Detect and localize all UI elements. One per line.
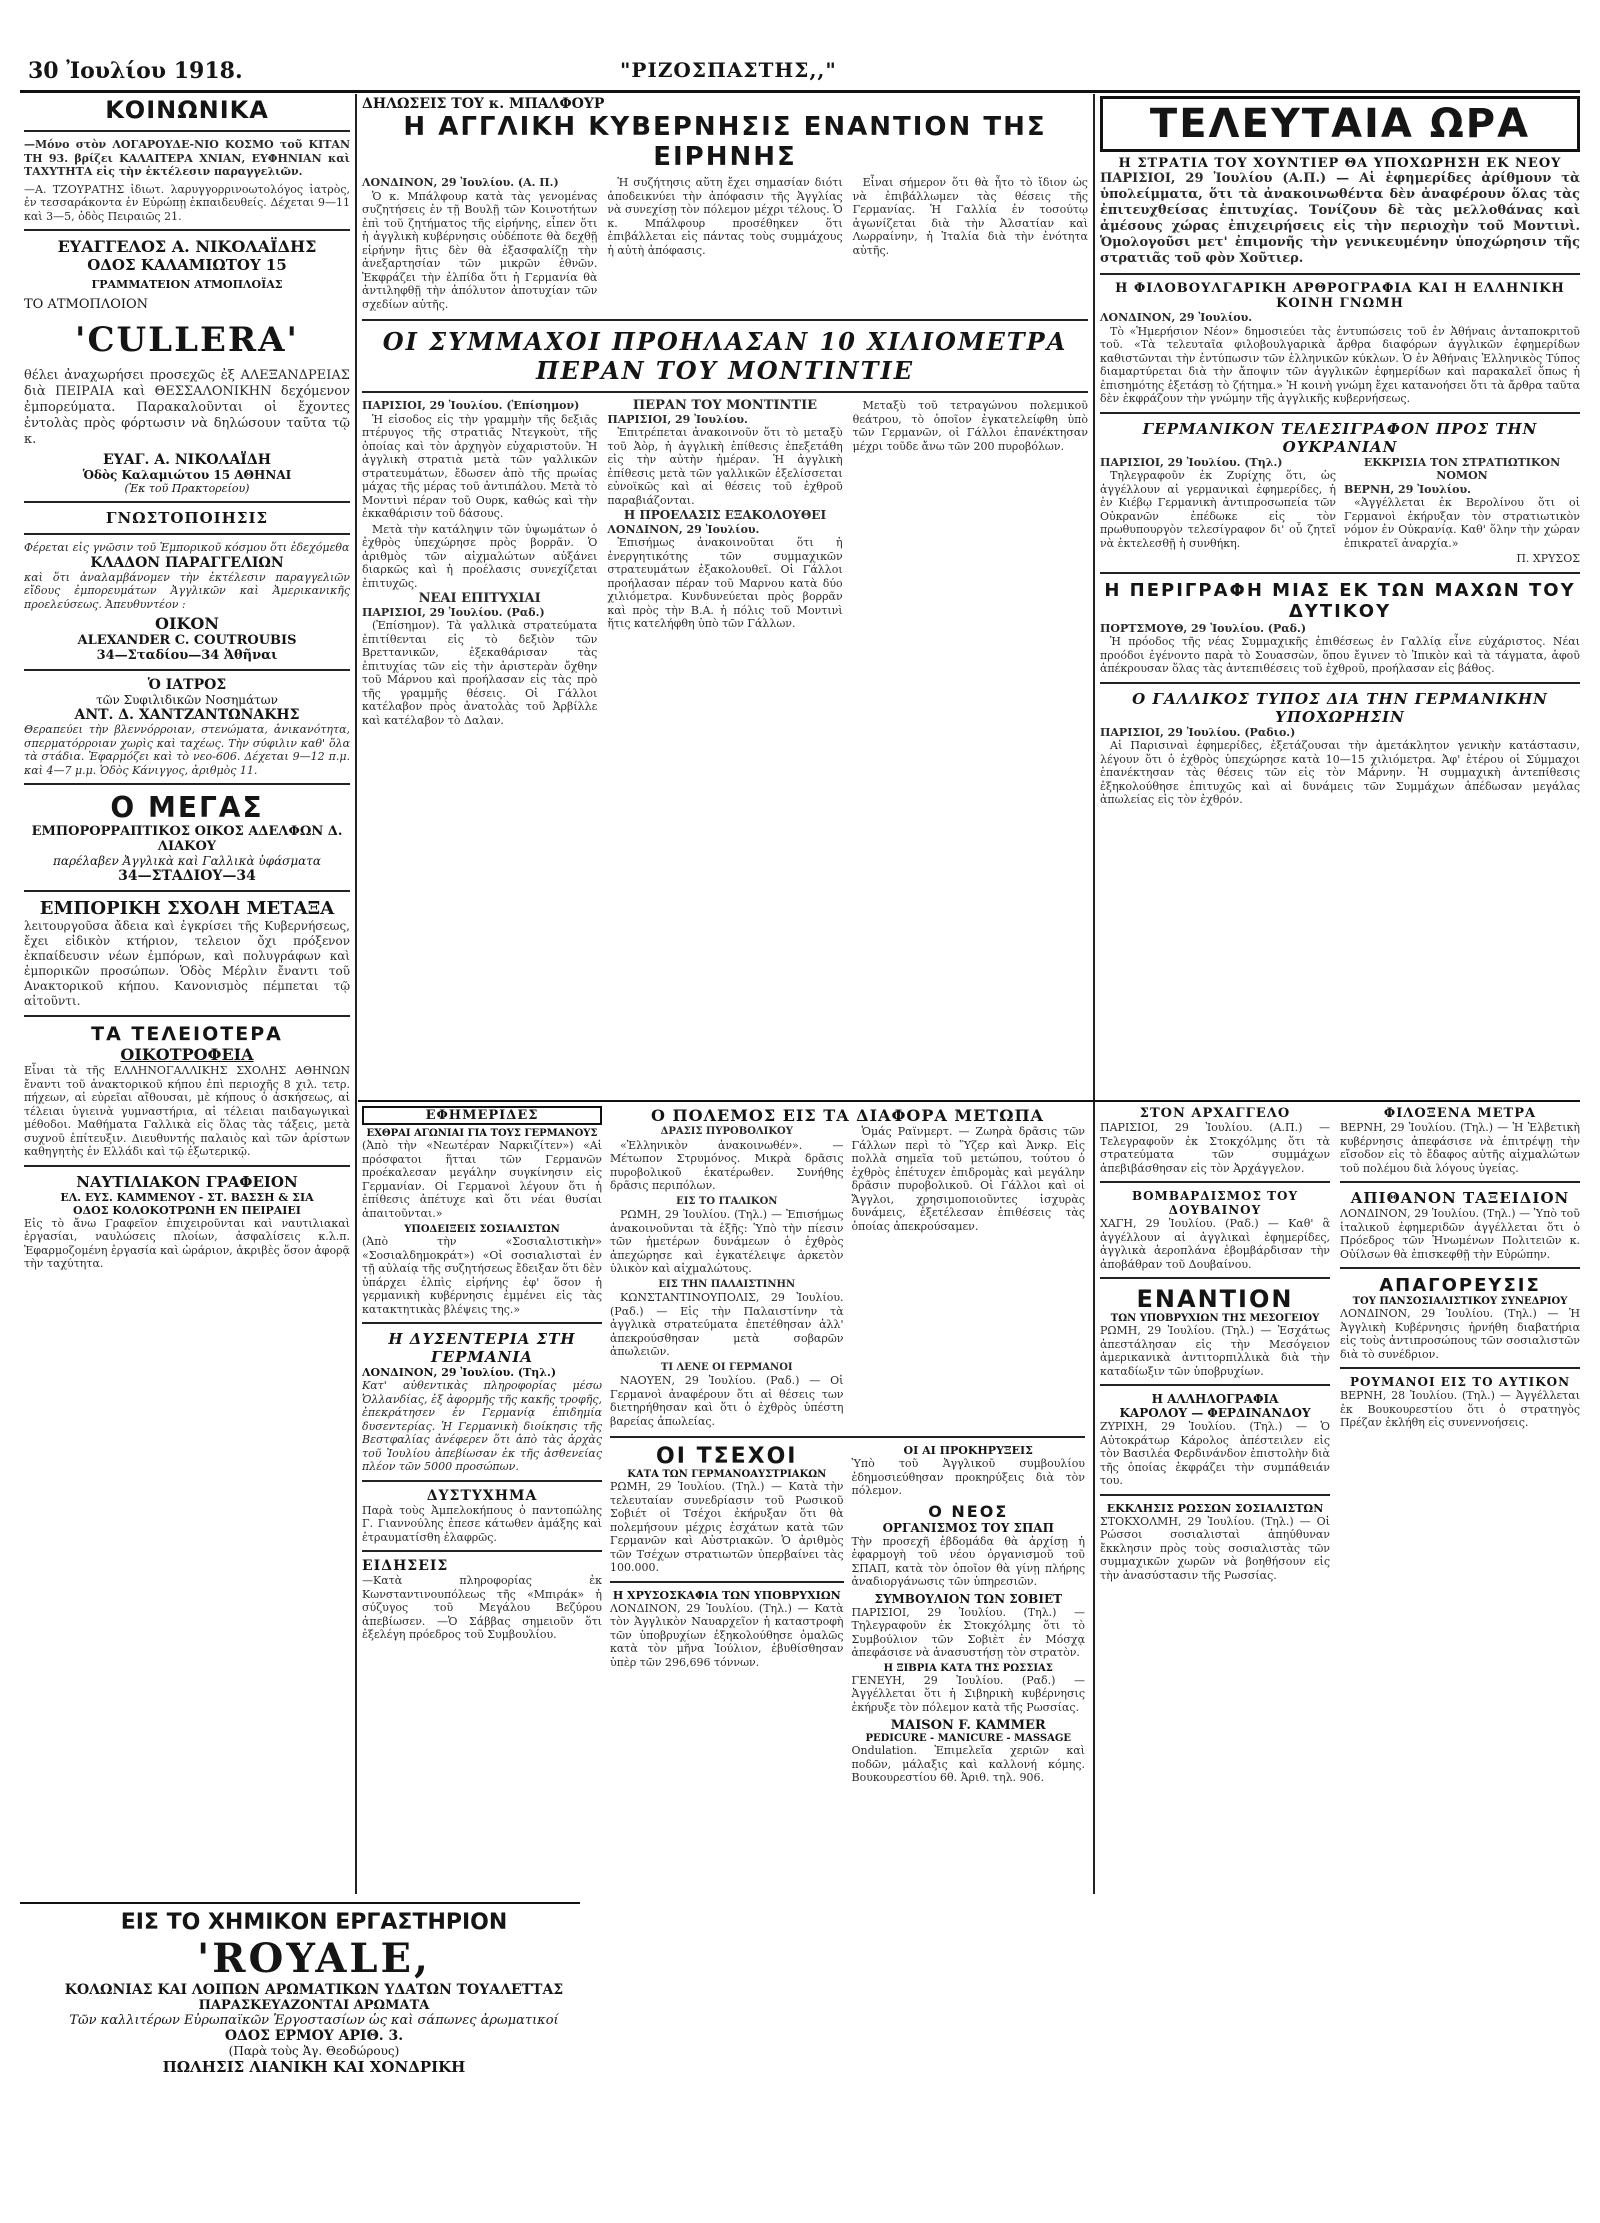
article-text: (Ἀπὸ τὴν «Σοσιαλιστικὴν» «Σοσιαλδημοκράτ») «Οἱ σοσιαλισταὶ ἐν τῇ αὐλαίᾳ τῆς συζητήσεως ἔδειξαν ὅτι δὲν ὑπάρχει ἐλπὶς εἰρήνης ἐφ' ὅσον ἡ γερμανικὴ κυβέρνησις ἐμμένει εἰς τὰς κατακτητικὰς βλέψεις της.»: [362, 1235, 602, 1316]
article-text: καὶ ὅτι ἀναλαμβάνομεν τὴν ἐκτέλεσιν παραγγελιῶν εἴδους ἐμπορευμάτων Ἀγγλικῶν καὶ Ἀμερικανικῆς προελεύσεως. Ἀπευθυντέον :: [24, 570, 350, 611]
ad-title: MAISON F. KAMMER: [890, 1718, 1046, 1733]
headline: ΟΙ ΤΣΕΧΟΙ: [656, 1444, 798, 1469]
headline: ΕΝΑΝΤΙΟΝ: [1136, 1285, 1294, 1313]
article-text: (Ἀπὸ τὴν «Νεωτέραν Ναρκιζίτεν») «Αἱ πρόσφατοι ἥτται τῶν Γερμανῶν προέκαλεσαν μεγάλην συγκίνησιν εἰς Γερμανίαν. Οἱ Γερμανοὶ λέγουν ὅτι ἡ ἐπίθεσις ἀπέτυχε καὶ ὅτι νέαι θυσίαι ἀπαιτοῦνται.»: [362, 1139, 602, 1220]
article-text: Τὸ «Ἡμερήσιον Νέον» δημοσιεύει τὰς ἐντυπώσεις τοῦ ἐν Ἀθήναις ἀνταποκριτοῦ τοῦ. «Τὰ τελευταῖα φιλοβουλγαρικὰ ἄρθρα διαφόρων ἀγγλικῶν ἐφημερίδων καθιστῶνται τὴν ἐντύπωσιν τῶν ἑλληνικῶν κύκλων. Ὁ ἐν Ἀθήναις Ἑλληνικὸς Τύπος διαμαρτύρεται διὰ τὴν ἄποψιν τῶν ἀγγλικῶν ἐφημερίδων καὶ παρακαλεῖ ὅπως ἡ ἐπισημότης ἐξετάσῃ τὸ ζήτημα.» Ἡ κοινὴ γνώμη ἔχει κατανοήσει ὅτι τὰ ἄρθρα ταῦτα δὲν ἐκφράζουν τὴν γνώμην τῆς ἀγγλικῆς κυβερνήσεως.: [1100, 324, 1580, 405]
dateline: ΒΕΡΝΗ, 29 Ἰουλίου.: [1344, 482, 1471, 496]
dateline: ΠΑΡΙΣΙΟΙ, 29 Ἰουλίου. (Ραδ.): [362, 605, 545, 619]
article-text: ΒΕΡΝΗ, 29 Ἰουλίου. (Τηλ.) — Ἡ Ἐλβετικὴ κυβέρνησις ἀπεφάσισε νὰ ἐπιτρέψῃ τὴν εἴσοδον εἰς τὸ ἔδαφος αὐτῆς αἰχμαλώτων τοῦ πολέμου διὰ λόγους ὑγείας.: [1340, 1121, 1580, 1175]
latest-news-column: [1100, 96, 1580, 1096]
subhead: ΥΠΟΔΕΙΞΕΙΣ ΣΟΣΙΑΛΙΣΤΩΝ: [404, 1224, 560, 1235]
subhead: ΝΕΑΙ ΕΠΙΤΥΧΙΑΙ: [418, 591, 541, 606]
article-text: Εἰς τὸ ἄνω Γραφεῖον ἐπιχειροῦνται καὶ ναυτιλιακαὶ ἐργασίαι, ναυλώσεις πλοίων, ἀσφαλίσεις κ.λ.π. Ἐφαρμοζομένη ἐργασία καὶ ὠράριον, ἀκριβὲς ὅσον ἀφορᾷ τὴν ταχύτητα.: [24, 1216, 350, 1270]
ad-sub: τῶν Συφιλιδικῶν Νοσημάτων: [96, 693, 278, 707]
article-text: —Κατὰ πληροφορίας ἐκ Κωνσταντινουπόλεως τῆς «Μπιράκ» ἡ σύζυγος τοῦ Μεγάλου Βεζύρου ἀπεβίωσεν. —Ὁ Σάββας σημειοῦν ὅτι ἐξελέγη πρόεδρος τοῦ Συμβουλίου.: [362, 1574, 602, 1641]
ad-address: ΟΔΟΣ ΚΑΛΑΜΙΩΤΟΥ 15: [87, 256, 287, 274]
article-text: Παρὰ τοὺς Ἀμπελοκήπους ὁ παντοπώλης Γ. Γιαννούλης ἐπεσε κάτωθεν ἁμάξης καὶ ἐτραυματίσθη ἐλαφρῶς.: [362, 1503, 602, 1544]
article-column: [610, 1125, 844, 1430]
article-text: Ἡ εἰσοδος εἰς τὴν γραμμὴν τῆς δεξιᾶς πτέρυγος τῆς στρατιᾶς Ντεγκοὺτ, τῆς ὁποίας καὶ τὸν ἀρχηγὸν εὐχαριστοῦν. Ἡ ἀγγλικὴ στρατιὰ μετὰ τῶν γαλλικῶν στρατευμάτων, ἔδωσεν ἀπὸ τῆς πρωίας μάχας τῆς μέρας τοῦ ἀντιπάλου. Μετὰ τὸ Μοντινὶ πέραν τοῦ Ουρκ, καθώς καὶ τὴν ἐκκαθάρισιν τοῦ δάσους.: [362, 412, 598, 520]
article-text: ΛΟΝΔΙΝΟΝ, 29 Ἰουλίου. (Τηλ.) — Ἡ Ἀγγλικὴ Κυβέρνησις ἠρνήθη διαβατήρια εἰς τοὺς ἀντιπροσώπους τῶν σοσιαλιστῶν διὰ τὸ συνέδριον.: [1340, 1307, 1580, 1361]
headline: ΑΠΑΓΟΡΕΥΣΙΣ: [1379, 1275, 1541, 1296]
ad-address: ΟΔΟΣ ΚΟΛΟΚΟΤΡΩΝΗ ΕΝ ΠΕΙΡΑΙΕΙ: [73, 1203, 301, 1217]
headline: ΦΙΛΟΞΕΝΑ ΜΕΤΡΑ: [1383, 1106, 1537, 1121]
newspapers-column: [362, 1106, 602, 1886]
article-text: ΧΑΓΗ, 29 Ἰουλίου. (Ραδ.) — Καθ' ἃ ἀγγέλλουν αἱ ἀγγλικαὶ ἐφημερίδες, ἀγγλικὰ ἀεροπλάνα ἐβομβάρδισαν τὴν ἀποβάθραν τοῦ Δουβαίνου.: [1100, 1217, 1330, 1271]
article-text: Φέρεται εἰς γνῶσιν τοῦ Ἐμπορικοῦ κόσμου ὅτι ἐδεχόμεθα: [24, 541, 350, 554]
article-text: ΠΑΡΙΣΙΟΙ, 29 Ἰουλίου (Α.Π.) — Αἱ ἐφημερίδες ἀρίθμουν τὰ ὑπολείμματα, ὅτι τὰ ἀνακοινωθέντα δὲν ἀναφέρουν ὅλας τὰς ἐπιτευχθείσας ἐπιτυχίας. Τονίζουν δὲ τὰς μελλοθάνας καὶ ἀμέσους χώρας ἐπιχειρήσεις εἰς τὴν περιοχὴν τοῦ Μοντινὶ. Ὁμολογοῦσι μετ' ἐπιμονῆς τὴν γενικευμένην ὑποχώρησιν τῆς στρατιᾶς τοῦ φὸν Χοῦτιερ.: [1100, 171, 1580, 266]
masthead: "ΡΙΖΟΣΠΑΣΤΗΣ,,": [620, 58, 837, 82]
article-kicker: ΔΗΛΩΣΕΙΣ ΤΟΥ κ. ΜΠΑΛΦΟΥΡ: [362, 96, 605, 112]
subhead: ΣΥΜΒΟΥΛΙΟΝ ΤΩΝ ΣΟΒΙΕΤ: [874, 1591, 1063, 1606]
subhead: Η ΞΙΒΡΙΑ ΚΑΤΑ ΤΗΣ ΡΩΣΣΙΑΣ: [883, 1662, 1053, 1674]
article-text: Ὁμάς Ραϊνμερτ. — Ζωηρὰ δρᾶσις τῶν Γάλλων περὶ τὸ Ὕζερ καὶ Ἀνκρ. Εἰς πολλὰ σημεῖα τοῦ μετώπου, τούτου ὁ ἐχθρὸς ἐπέτυχεν ἐπιδρομὰς καὶ μεγάλην δρᾶσιν πυροβολικοῦ. Οἱ Γάλλοι καὶ οἱ Ἄγγλοι, χρησιμοποιοῦντες ἰσχυρὰς δυνάμεις, ἐξετέλεσαν ἐπιθέσεις τὰς ὁποίας ἀπεκρούσαμεν.: [851, 1125, 1085, 1233]
ad-sub: ΚΟΛΩΝΙΑΣ ΚΑΙ ΛΟΙΠΩΝ ΑΡΩΜΑΤΙΚΩΝ ΥΔΑΤΩΝ ΤΟΥΑΛΕΤΤΑΣ: [64, 1982, 564, 1998]
ad-sub: ΠΑΡΑΣΚΕΥΑΖΟΝΤΑΙ ΑΡΩΜΑΤΑ: [198, 1998, 430, 2013]
divider: [1093, 94, 1095, 1894]
subhead: ΚΑΤΑ ΤΩΝ ΓΕΡΜΑΝΟΑΥΣΤΡΙΑΚΩΝ: [627, 1469, 827, 1480]
headline: ΣΤΟΝ ΑΡΧΑΓΓΕΛΟ: [1139, 1106, 1291, 1121]
ad-address: ΟΔΟΣ ΕΡΜΟΥ ΑΡΙΘ. 3.: [224, 2028, 404, 2044]
misc-news-column: [1100, 1106, 1330, 1886]
article-text: Αἱ Παρισιναὶ ἐφημερίδες, ἐξετάζουσαι τὴν ἀμετάκλητον γενικὴν κατάστασιν, λέγουν ὅτι ὁ ἐχθρὸς ὑπεχώρησε κατὰ 10—15 χιλιόμετρα. Ἀφ' ἑτέρου οἱ Σύμμαχοι ἐπανέκτησαν τὰς θέσεις τῶν εἰς τὸν Μάρνην. Ἡ συμμαχικὴ ἀντεπίθεσις ἐξηκολούθησε ἐπιτυχῶς καὶ αἱ δυνάμεις τῶν Συμμάχων ἀπέδωσαν μεγάλας ἀπωλείας εἰς τὸν ἐχθρόν.: [1100, 739, 1580, 806]
article-text: Μετὰ τὴν κατάληψιν τῶν ὑψωμάτων ὁ ἐχθρὸς ὑπεχώρησε πρὸς βορρᾶν. Ὁ ἀριθμὸς τῶν αἰχμαλώτων αὐξάνει διαρκῶς καὶ ἡ προέλασις συνεχίζεται ἐπιτυχῶς.: [362, 522, 598, 590]
ad-sub: ΟΙΚΟΤΡΟΦΕΙΑ: [120, 1045, 254, 1064]
article-column: [607, 399, 842, 729]
ad-title: ΓΝΩΣΤΟΠΟΙΗΣΙΣ: [105, 509, 269, 527]
article-column: [610, 1444, 844, 1785]
signature: Π. ΧΡΥΣΟΣ: [1516, 552, 1580, 565]
headline: Η ΠΕΡΙΓΡΑΦΗ ΜΙΑΣ ΕΚ ΤΩΝ ΜΑΧΩΝ ΤΟΥ ΔΥΤΙΚΟΥ: [1104, 579, 1576, 622]
article-text: ΝΑΟΥΕΝ, 29 Ἰουλίου. (Ραδ.) — Οἱ Γερμανοὶ ἀναφέρουν ὅτι αἱ θέσεις των διετηρήθησαν καὶ ὅτι ὁ ἐχθρὸς ὑπέστη βαρείας ἀπωλείας.: [610, 1374, 844, 1428]
ad-name: ΑΝΤ. Δ. ΧΑΝΤΖΑΝΤΩΝΑΚΗΣ: [74, 707, 300, 723]
headline: ΕΙΔΗΣΕΙΣ: [362, 1558, 449, 1574]
ad-name: 'ROYALE,: [197, 1935, 431, 1982]
article-text: Ἡ συζήτησις αὕτη ἔχει σημασίαν διότι ἀποδεικνύει τὴν ἀπόφασιν τῆς Ἀγγλίας νὰ συνεχίσῃ τὸν πόλεμον μέχρι τέλους. Ὁ κ. Μπάλφουρ προσέθηκεν ὅτι ἐπιβάλλεται εἰς πάντας τοὺς συμμάχους ἡ αὐτὴ ἀπόφασις.: [607, 176, 843, 257]
ad-text: παρέλαβεν Ἀγγλικὰ καὶ Γαλλικὰ ὑφάσματα: [52, 854, 322, 868]
article-text: ΡΩΜΗ, 29 Ἰουλίου. (Τηλ.) — Κατὰ τὴν τελευταίαν συνεδρίασιν τοῦ Ρωσικοῦ Σοβιέτ οἱ Τσέχοι ἐκήρυξαν ὅτι θὰ πολεμήσουν μέχρις ἐσχάτων κατὰ τῶν Γερμανῶν καὶ Αὐστριακῶν. Ὁ ἀριθμὸς τῶν Τσέχων στρατιωτῶν ὑπερβαίνει τὰς 100.000.: [610, 1480, 844, 1574]
ad-title: ΕΜΠΟΡΙΚΗ ΣΧΟΛΗ ΜΕΤΑΞΑ: [39, 898, 335, 919]
headline: Η ΣΤΡΑΤΙΑ ΤΟΥ ΧΟΥΝΤΙΕΡ ΘΑ ΥΠΟΧΩΡΗΣΗ ΕΚ ΝΕΟΥ: [1118, 156, 1562, 171]
headline: Η ΑΛΛΗΛΟΓΡΑΦΙΑ: [1151, 1392, 1279, 1406]
subhead: ΤΩΝ ΥΠΟΒΡΥΧΙΩΝ ΤΗΣ ΜΕΣΟΓΕΙΟΥ: [1110, 1313, 1320, 1324]
headline: Ο ΠΟΛΕΜΟΣ ΕΙΣ ΤΑ ΔΙΑΦΟΡΑ ΜΕΤΩΠΑ: [651, 1106, 1044, 1125]
dateline: ΛΟΝΔΙΝΟΝ, 29 Ἰουλίου.: [607, 522, 760, 536]
article-text: ΡΩΜΗ, 29 Ἰουλίου. (Τηλ.) — Ἐπισήμως ἀνακοινοῦνται τὰ ἑξῆς: Ὑπὸ τὴν πίεσιν τῶν ἡμετέρων δυνάμεων ὁ ἐχθρὸς ἀπεχώρησε καὶ ἐγκατέλειψε ἀρκετὸν ὑλικὸν καὶ αἰχμαλώτους.: [610, 1208, 844, 1275]
article-text: Εἶναι σήμερον ὅτι θὰ ἦτο τὸ ἴδιον ὡς νὰ ἐπιβάλλωμεν τὰς θέσεις τῆς Γερμανίας. Ἡ Γαλλία ἐν τοσούτῳ ἀγωνίζεται διὰ τὴν Ἀλσατίαν καὶ Λωρραίνην, ἡ Ἰταλία διὰ τὴν ἐνότητα αὐτῆς.: [852, 176, 1088, 257]
ship-name: 'CULLERA': [75, 320, 299, 360]
ad-title: Ὁ ΙΑΤΡΟΣ: [147, 677, 227, 693]
article-text: Θεραπεύει τὴν βλεννόρροιαν, στενώματα, ἀνικανότητα, σπερματόρροιαν χωρὶς καὶ ταχέως. Τὴν σύφιλιν καθ' ὅλα τὰ στάδια. Ἐφαρμόζει καὶ τὸ νεο-606. Δέχεται 9—12 π.μ. καὶ 4—7 μ.μ. Ὁδὸς Κάνιγγος, ἀριθμὸς 11.: [24, 723, 350, 777]
ad-text: Τῶν καλλιτέρων Εὐρωπαϊκῶν Ἐργοστασίων ὡς καὶ σάπωνες ἀρωματικοί: [69, 2013, 559, 2028]
ad-footer: ΠΩΛΗΣΙΣ ΛΙΑΝΙΚΗ ΚΑΙ ΧΟΝΔΡΙΚΗ: [162, 2058, 466, 2076]
misc-news-column-2: [1340, 1106, 1580, 1886]
ad-sub: ΕΜΠΟΡΟΡΡΑΠΤΙΚΟΣ ΟΙΚΟΣ ΑΔΕΛΦΩΝ Δ. ΛΙΑΚΟΥ: [31, 824, 343, 854]
ad-agent-address: Ὁδὸς Καλαμιώτου 15 ΑΘΗΝΑΙ: [82, 468, 292, 482]
article-text: ΛΟΝΔΙΝΟΝ, 29 Ἰουλίου. (Τηλ.) — Κατὰ τὸν Ἀγγλικὸν Ναυαρχεῖον ἡ καταστροφὴ τῶν ὑποβρυχίων ἐξηκολούθησε ὁμαλῶς κατὰ τὸν μῆνα Ἰούλιον, ἐβυθίσθησαν ὑπὲρ τῶν 296,696 τόννων.: [610, 1601, 844, 1669]
headline: ΟΙ ΣΥΜΜΑΧΟΙ ΠΡΟΗΛΑΣΑΝ 10 ΧΙΛΙΟΜΕΤΡΑ ΠΕΡΑΝ ΤΟΥ ΜΟΝΤΙΝΤΙΕ: [382, 327, 1068, 385]
headline: Η ΦΙΛΟΒΟΥΛΓΑΡΙΚΗ ΑΡΘΡΟΓΡΑΦΙΑ ΚΑΙ Η ΕΛΛΗΝΙΚΗ ΚΟΙΝΗ ΓΝΩΜΗ: [1115, 281, 1565, 311]
classifieds-column: [24, 96, 350, 1916]
article-text: ΛΟΝΔΙΝΟΝ, 29 Ἰουλίου. (Τηλ.) — Ὑπὸ τοῦ ἰταλικοῦ ἐφημεριδῶν ἀγγέλλεται ὅτι ὁ Πρόεδρος τῶν Ἡνωμένων Πολιτειῶν κ. Οὐίλσων θὰ ἐπισκεφθῇ τὴν Εὐρώπην.: [1340, 1207, 1580, 1261]
article-text: ΡΩΜΗ, 29 Ἰουλίου. (Τηλ.) — Ἐσχάτως ἀπεστάλησαν εἰς τὴν Μεσόγειον ἀμερικανικὰ ἀντιτορπιλλικὰ διὰ τὴν καταδίωξιν τῶν ὑποβρυχίων.: [1100, 1324, 1330, 1378]
headline: Η ΑΓΓΛΙΚΗ ΚΥΒΕΡΝΗΣΙΣ ΕΝΑΝΤΙΟΝ ΤΗΣ ΕΙΡΗΝΗΣ: [403, 112, 1047, 172]
headline: ΡΟΥΜΑΝΟΙ ΕΙΣ ΤΟ ΑΥΤΙΚΟΝ: [1349, 1375, 1571, 1389]
section-rule: [358, 1100, 1580, 1102]
ad-intro: ΤΟ ΑΤΜΟΠΛΟΙΟΝ: [24, 297, 149, 312]
article-column: [853, 399, 1088, 729]
subhead: ΟΙ ΑΙ ΠΡΟΚΗΡΥΞΕΙΣ: [903, 1444, 1033, 1457]
ad-firm-address: 34—Σταδίου—34 Ἀθῆναι: [96, 648, 278, 663]
article-text: λειτουργοῦσα ἄδεια καὶ ἐγκρίσει τῆς Κυβερνήσεως, ἔχει εἰδικὸν κτήριον, τελειον ὄχι πρόξενον ἐκπαίδευσιν νέων ἐμπόρων, καὶ πολυγράφων καὶ ἐμπορικῶν προσώπων. Ὁδὸς Μέρλιν ἔναντι τοῦ Ανακτορικοῦ κήπου. Κανονισμὸς πέμπεται τῷ αἰτοῦντι.: [24, 919, 350, 1008]
article-column: [362, 176, 597, 313]
ad-title: Ο ΜΕΓΑΣ: [110, 791, 264, 824]
article-text: —Μόνο στὸν ΛΟΓΑΡΟΥΔΕ-ΝΙΟ ΚΟΣΜΟ τοῦ ΚΙΤΑΝ ΤΗ 93. βρίζει ΚΑΛΑΙΤΕΡΑ ΧΝΙΑΝ, ΕΥΦΗΝΙΑΝ καὶ ΤΑΧΥΤΗΤΑ εἰς τὴν ἐκτέλεσιν παραγγελιῶν.: [24, 138, 350, 178]
dateline: ΠΟΡΤΣΜΟΥΘ, 29 Ἰουλίου. (Ραδ.): [1100, 621, 1307, 635]
article-column: [1344, 456, 1580, 566]
article-text: Ὑπὸ τοῦ Ἀγγλικοῦ συμβουλίου ἐδημοσιεύθησαν προκηρύξεις διὰ τὸν πόλεμον.: [851, 1457, 1085, 1497]
subhead: ΕΙΣ ΤΗΝ ΠΑΛΑΙΣΤΙΝΗΝ: [658, 1278, 796, 1290]
divider: [355, 94, 357, 1894]
ad-title: ΚΛΑΔΟΝ ΠΑΡΑΓΓΕΛΙΩΝ: [90, 554, 284, 571]
section-title: ΕΦΗΜΕΡΙΔΕΣ: [362, 1106, 602, 1125]
subhead: Η ΠΡΟΕΛΑΣΙΣ ΕΞΑΚΟΛΟΥΘΕΙ: [623, 508, 827, 522]
headline: ΓΕΡΜΑΝΙΚΟΝ ΤΕΛΕΣΙΓΡΑΦΟΝ ΠΡΟΣ ΤΗΝ ΟΥΚΡΑΝΙΑΝ: [1142, 419, 1538, 456]
article-text: «Ἀγγέλλεται ἐκ Βερολίνου ὅτι οἱ Γερμανοὶ ἐκήρυξαν τὸν στρατιωτικὸν νόμον ἐν Οὐκρανίᾳ. Καθ' ὅλην τὴν χώραν ἐπικρατεῖ ἀναρχία.»: [1344, 496, 1580, 550]
article-text: ΓΕΝΕΥΗ, 29 Ἰουλίου. (Ραδ.) — Ἀγγέλλεται ὅτι ἡ Σιβηρικὴ κυβέρνησις ἐκήρυξε τὸν πόλεμον κατὰ τῆς Ρωσσίας.: [851, 1673, 1085, 1714]
article-column: [853, 176, 1088, 313]
article-text: ΣΤΟΚΧΟΛΜΗ, 29 Ἰουλίου. (Τηλ.) — Οἱ Ρώσσοι σοσιαλισταὶ ἀπηύθυναν ἔκκλησιν πρὸς τοὺς σοσιαλιστὰς τῶν συμμαχικῶν χωρῶν νὰ βοηθήσουν εἰς τὴν ἀνασύστασιν τῆς Ρωσσίας.: [1100, 1514, 1330, 1582]
dateline: ΠΑΡΙΣΙΟΙ, 29 Ἰουλίου. (Ἐπίσημον): [362, 399, 580, 412]
ad-sub: PEDICURE - MANICURE - MASSAGE: [865, 1733, 1072, 1744]
article-column: [852, 1125, 1086, 1430]
ad-address-note: (Παρὰ τοὺς Ἁγ. Θεοδώρους): [228, 2044, 400, 2058]
article-text: ΒΕΡΝΗ, 28 Ἰουλίου. (Τηλ.) — Ἀγγέλλεται ἐκ Βουκουρεστίου ὅτι ὁ στρατηγὸς Πρέζαν ἐκλήθη εἰς συνεννοήσεις.: [1340, 1389, 1580, 1429]
section-title: ΚΟΙΝΩΝΙΚΑ: [105, 96, 269, 124]
article-text: Εἶναι τὰ τῆς ΕΛΛΗΝΟΓΑΛΛΙΚΗΣ ΣΧΟΛΗΣ ΑΘΗΝΩΝ ἔναντι τοῦ ἀνακτορικοῦ κήπου ἐπὶ περιοχῆς 8 χιλ. τετρ. πήχεων, αἱ εὐρεῖαι αἴθουσαι, μὲ κήπους ὁ ἀσκήσεως, αἱ τέλειαι ὑγιεινὰ γυμναστήρια, αἱ τέλειαι παιδαγωγικαὶ μέθοδοι. Μαθήματα Γαλλικὰ εἰς ὅλας τὰς τάξεις, μετὰ συχνοῦ ἐπίτευξιν. Διευθυντής παλαιὸς καὶ τῶν ἀρίστων καθηγητὴς ἐν Ελλάδι καὶ τῷ ἐξωτερικῷ.: [24, 1064, 350, 1158]
article-text: Μεταξὺ τοῦ τετραγώνου πολεμικοῦ θεάτρου, τὸ ὁποῖον ἐγκατελείφθη ὑπὸ τῶν Γερμανῶν, οἱ Γάλλοι ἐπανέκτησαν μέχρι τοῦδε ἄνω τῶν 200 πυροβόλων.: [852, 399, 1088, 453]
article-text: Ondulation. Ἐπιμελεῖα χεριῶν καὶ ποδῶν, μάλαξις καὶ καλλονή κόμης. Βουκουρεστίου 6θ. Ἀριθ. τηλ. 906.: [851, 1744, 1085, 1784]
article-text: «Ἐλληνικὸν ἀνακοινωθέν». — Μέτωπον Στρυμόνος. Μικρὰ δρᾶσις πυροβολικοῦ ἑκατέρωθεν. Συνήθης δρᾶσις περιπόλων.: [610, 1138, 844, 1192]
ad-intro: ΕΙΣ ΤΟ ΧΗΜΙΚΟΝ ΕΡΓΑΣΤΗΡΙΟΝ: [120, 1910, 508, 1935]
article-text: —Α. ΤΖΟΥΡΑΤΗΣ ἰδιωτ. λαρυγγορρινοωτολόγος ἰατρὸς, ἐν τεσσαράκοντα ἐν Εὐρώπῃ ἐκπαιδευθείς. Δέχεται 9—11 καὶ 3—5, ὁδὸς Πειραιῶς 21.: [24, 182, 350, 223]
headline: Η ΔΥΣΕΝΤΕΡΙΑ ΣΤΗ ΓΕΡΜΑΝΙΑ: [388, 1330, 576, 1366]
headline: Ο ΓΑΛΛΙΚΟΣ ΤΥΠΟΣ ΔΙΑ ΤΗΝ ΓΕΡΜΑΝΙΚΗΝ ΥΠΟΧΩΡΗΣΙΝ: [1132, 689, 1548, 726]
ad-agent: ΕΥΑΓ. Α. ΝΙΚΟΛΑΪΔΗ: [103, 452, 271, 468]
subhead: ΔΡΑΣΙΣ ΠΥΡΟΒΟΛΙΚΟΥ: [660, 1126, 793, 1137]
article-text: [1100, 726, 1580, 807]
headline: ΔΥΣΤΥΧΗΜΑ: [426, 1487, 538, 1504]
article-column: [607, 176, 842, 313]
dateline: ΛΟΝΔΙΝΟΝ, 29 Ἰουλίου. (Τηλ.): [362, 1366, 557, 1379]
article-text: ΠΑΡΙΣΙΟΙ, 29 Ἰουλίου. (Τηλ.) — Τηλεγραφοῦν ἐκ Στοκχόλμης ὅτι τὸ Συμβούλιον τῶν Σοβιὲτ ἐν Μόσχᾳ ἀπεφάσισε νὰ ἀνασυστήσῃ τὸν στρατὸν.: [851, 1605, 1085, 1659]
article-text: Τηλεγραφοῦν ἐκ Ζυρίχης ὅτι, ὡς ἀγγέλλουν αἱ γερμανικαὶ ἐφημερίδες, ἡ ἐν Κιέβῳ Γερμανικὴ ἀντιπροσωπεία τῶν Οὐκρανῶν ἐπέδωκε εἰς τὸν πρωθυπουργὸν τελεσίγραφον δι' οὗ ζητεῖ νὰ ἐκτελεσθῇ ἡ συνθήκη.: [1100, 469, 1336, 550]
dateline: ΠΑΡΙΣΙΟΙ, 29 Ἰουλίου. (Τηλ.): [1100, 455, 1283, 469]
ad-address: 34—ΣΤΑΔΙΟΥ—34: [118, 868, 256, 884]
subhead: ΕΙΣ ΤΟ ΙΤΑΛΙΚΟΝ: [676, 1195, 778, 1207]
subhead: ΚΑΡΟΛΟΥ — ΦΕΡΔΙΝΑΝΔΟΥ: [1119, 1406, 1311, 1420]
subhead: Η ΧΡΥΣΟΣΚΑΦΙΑ ΤΩΝ ΥΠΟΒΡΥΧΙΩΝ: [612, 1588, 841, 1602]
subhead: ΕΚΚΡΙΣΙΑ ΤΟΝ ΣΤΡΑΤΙΩΤΙΚΟΝ ΝΟΜΟΝ: [1363, 455, 1561, 482]
article-text: Ἡ πρόοδος τῆς νέας Συμμαχικῆς ἐπιθέσεως ἐν Γαλλίᾳ εἶνε εὐχάριστος. Νέαι προόδοι ἐγένοντο παρὰ τὸ Σουασσὼν, ὅπου ἔγινεν τὸ Ἰπικὸν καὶ τὰ τάγματα, ἀφοῦ ἀπέκρουσαν ὅλας τὰς ἀντεπιθέσεις τοῦ ἐχθροῦ, προήλασαν εἰς βάθος.: [1100, 635, 1580, 675]
header-rule: [20, 90, 1580, 93]
article-text: Ἐπιτρέπεται ἀνακοινοῦν ὅτι τὸ μεταξὺ τοῦ Ἀὸρ, ἡ ἀγγλικὴ ἐπίθεσις ἐπεξετάθη εἰς τὴν αὐτὴν ἡμέραν. Ἡ ἀγγλικὴ ἐπίθεσις μετὰ τῶν γαλλικῶν ἐξελίσσεται εὐνοϊκῶς καὶ αἱ θέσεις τοῦ ἐχθροῦ παραβιάζονται.: [607, 426, 843, 507]
royale-ad: [24, 1910, 604, 2160]
main-news-column: [362, 96, 1088, 1096]
dateline: ΠΑΡΙΣΙΟΙ, 29 Ἰουλίου.: [607, 412, 748, 426]
subhead: ΠΕΡΑΝ ΤΟΥ ΜΟΝΤΙΝΤΙΕ: [632, 398, 818, 413]
dateline: ΠΑΡΙΣΙΟΙ, 29 Ἰουλίου. (Ραδιο.): [1100, 725, 1296, 739]
ad-firm-name: ALEXANDER C. COUTROUBIS: [77, 633, 297, 648]
article-text: Κατ' αὐθεντικὰς πληροφορίας μέσω Ὁλλανδίας, ἐξ ἀφορμῆς τῆς κακῆς τροφῆς, ἐπεκράτησεν ἐν Γερμανίᾳ ἐπιδημία δυσεντερίας. Ἡ Γερμανικὴ διοίκησις τῆς Βεστφαλίας ἀνέφερεν ὅτι ἀπὸ τὰς ἀρχὰς τοῦ Ἰουλίου ἀπεβίωσαν ἐκ τῆς ἀσθενείας πλέον τῶν 5000 προσώπων.: [362, 1379, 602, 1473]
ad-note: (Ἐκ τοῦ Πρακτορείου): [124, 482, 250, 495]
article-text: Τὴν προσεχῆ ἑβδομάδα θὰ ἀρχίσῃ ἡ ἐφαρμογὴ τοῦ νέου ὀργανισμοῦ τοῦ ΣΠΑΠ, κατὰ τὸν ὁποῖον θὰ γίνῃ πλήρης ἀναδιοργάνωσις τῶν ὑπηρεσιῶν.: [851, 1534, 1085, 1588]
article-text: [1100, 311, 1580, 406]
ad-title: ΝΑΥΤΙΛΙΑΚΟΝ ΓΡΑΦΕΙΟΝ: [76, 1172, 298, 1191]
ad-title: ΤΑ ΤΕΛΕΙΟΤΕΡΑ: [91, 1023, 283, 1045]
article-text: θέλει ἀναχωρήσει προσεχῶς ἐξ ΑΛΕΞΑΝΔΡΕΙΑΣ διὰ ΠΕΙΡΑΙΑ καὶ ΘΕΣΣΑΛΟΝΙΚΗΝ δεχόμενον ἐμπορεύματα. Παρακαλοῦνται οἱ ἔχοντες ἐντολὰς πρὸς φόρτωσιν νὰ δηλώσουν ταῦτα τῷ κ.: [24, 368, 350, 447]
ad-title: ΕΥΑΓΓΕΛΟΣ Α. ΝΙΚΟΛΑΪΔΗΣ: [57, 237, 317, 256]
article-text: ΚΩΝΣΤΑΝΤΙΝΟΥΠΟΛΙΣ, 29 Ἰουλίου. (Ραδ.) — Εἰς τὴν Παλαιστίνην τὰ ἀγγλικὰ στρατεύματα ἐπετέθησαν ἀλλ' ἀπεκρούσθησαν μετὰ σοβαρῶν ἀπωλειῶν.: [610, 1291, 844, 1358]
subhead: ΕΧΘΡΑΙ ΑΓΩΝΙΑΙ ΓΙΑ ΤΟΥΣ ΓΕΡΜΑΝΟΥΣ: [366, 1128, 598, 1139]
article-text: Ἐπισήμως ἀνακοινοῦται ὅτι ἡ ἐνεργητικότης τῶν συμμαχικῶν στρατευμάτων ἐξακολουθεῖ. Οἱ Γάλλοι προήλασαν πέραν τοῦ Μαρνου κατὰ δύο χιλιόμετρα. Κυνδυνεύεται πρὸς βορρᾶν καὶ πρὸς τὴν Β.Α. ἡ πόλις τοῦ Μοντινὶ ἥτις κατελήφθη ὑπὸ τῶν Γάλλων.: [607, 536, 843, 630]
article-text: (Ἐπίσημον). Τὰ γαλλικὰ στρατεύματα ἐπιτίθενται εἰς τὸ δεξιὸν τῶν Βρεττανικῶν, ἐξεκαθάρισαν τὰς ἐπιτυχίας τῶν εἰς τὴν ἀριστερὰν ὄχθην τοῦ Μάρνου καὶ προήλασαν εἰς τὰς πρὸ τῆς γραμμῆς θέσεις. Οἱ Γάλλοι κατέλαβον πρὸς ἀνατολὰς τοῦ Ἀρβίλλε καὶ κατέλαβον τὸ Δαλαν.: [362, 619, 598, 727]
article-column: [362, 399, 597, 729]
headline: ΕΚΚΛΗΣΙΣ ΡΩΣΣΩΝ ΣΟΣΙΑΛΙΣΤΩΝ: [1106, 1501, 1324, 1515]
article-text: ΖΥΡΙΧΗ, 29 Ἰουλίου. (Τηλ.) — Ὁ Αὐτοκράτωρ Κάρολος ἀπέστειλεν εἰς τὸν Βασιλέα Φερδινάνδον ἐπιστολὴν διὰ τῆς ὁποίας ἐκφράζει τὴν συμπάθειάν του.: [1100, 1420, 1330, 1487]
ad-sub: ΕΛ. ΕΥΣ. ΚΑΜΜΕΝΟΥ - ΣΤ. ΒΑΣΣΗ & ΣΙΑ: [60, 1190, 314, 1204]
dateline: ΛΟΝΔΙΝΟΝ, 29 Ἰουλίου.: [1100, 311, 1253, 324]
subhead: ΤΙ ΛΕΝΕ ΟΙ ΓΕΡΜΑΝΟΙ: [660, 1361, 793, 1373]
ad-sub: ΓΡΑΜΜΑΤΕΙΟΝ ΑΤΜΟΠΛΟΪΑΣ: [91, 278, 283, 291]
article-column: [1100, 456, 1336, 566]
subhead: ΟΡΓΑΝΙΣΜΟΣ ΤΟΥ ΣΠΑΠ: [882, 1520, 1054, 1535]
article-text: Ὁ κ. Μπάλφουρ κατὰ τὰς γενομένας συζητήσεις ἐν τῇ Βουλῇ τῶν Κοινοτήτων ἐπὶ τοῦ ζητήματος τῆς εἰρήνης, εἶπεν ὅτι ἡ ἀγγλικὴ κυβέρνησις οὐδέποτε θὰ δεχθῇ εἰρήνην ἣτις δὲν θὰ ἐξασφαλίζῃ τὴν ἀνεξαρτησίαν τῶν μικρῶν ἐθνῶν. Ἐκφράζει τὴν ἐλπίδα ὅτι ἡ Γερμανία θὰ ἀντιληφθῇ τὴν ἀπόλυτον ἀποτυχίαν τῶν σχεδίων αὐτῆς.: [362, 189, 598, 311]
ad-rule: [20, 1902, 580, 1904]
article-text: ΠΑΡΙΣΙΟΙ, 29 Ἰουλίου. (Α.Π.) — Τελεγραφοῦν ἐκ Στοκχόλμης ὅτι τὰ στρατεύματα τῶν συμμάχων ἀπεβιβάσθησαν εἰς τὸν Ἀρχάγγελον.: [1100, 1121, 1330, 1175]
headline: ΑΠΙΘΑΝΟΝ ΤΑΞΕΙΔΙΟΝ: [1350, 1189, 1570, 1207]
issue-date: 30 Ἰουλίου 1918.: [28, 58, 243, 84]
headline: ΒΟΜΒΑΡΔΙΣΜΟΣ ΤΟΥ ΔΟΥΒΑΙΝΟΥ: [1131, 1189, 1299, 1217]
war-fronts-column: [610, 1106, 1085, 1886]
article-column: [852, 1444, 1086, 1785]
article-text: [1100, 622, 1580, 676]
subhead: ΤΟΥ ΠΑΝΣΟΣΙΑΛΙΣΤΙΚΟΥ ΣΥΝΕΔΡΙΟΥ: [1352, 1296, 1568, 1307]
headline: Ο ΝΕΟΣ: [928, 1501, 1009, 1521]
ad-firm: ΟΙΚΟΝ: [155, 614, 219, 633]
dateline: ΛΟΝΔΙΝΟΝ, 29 Ἰουλίου. (Α. Π.): [362, 176, 559, 189]
headline-banner: ΤΕΛΕΥΤΑΙΑ ΩΡΑ: [1100, 96, 1580, 152]
